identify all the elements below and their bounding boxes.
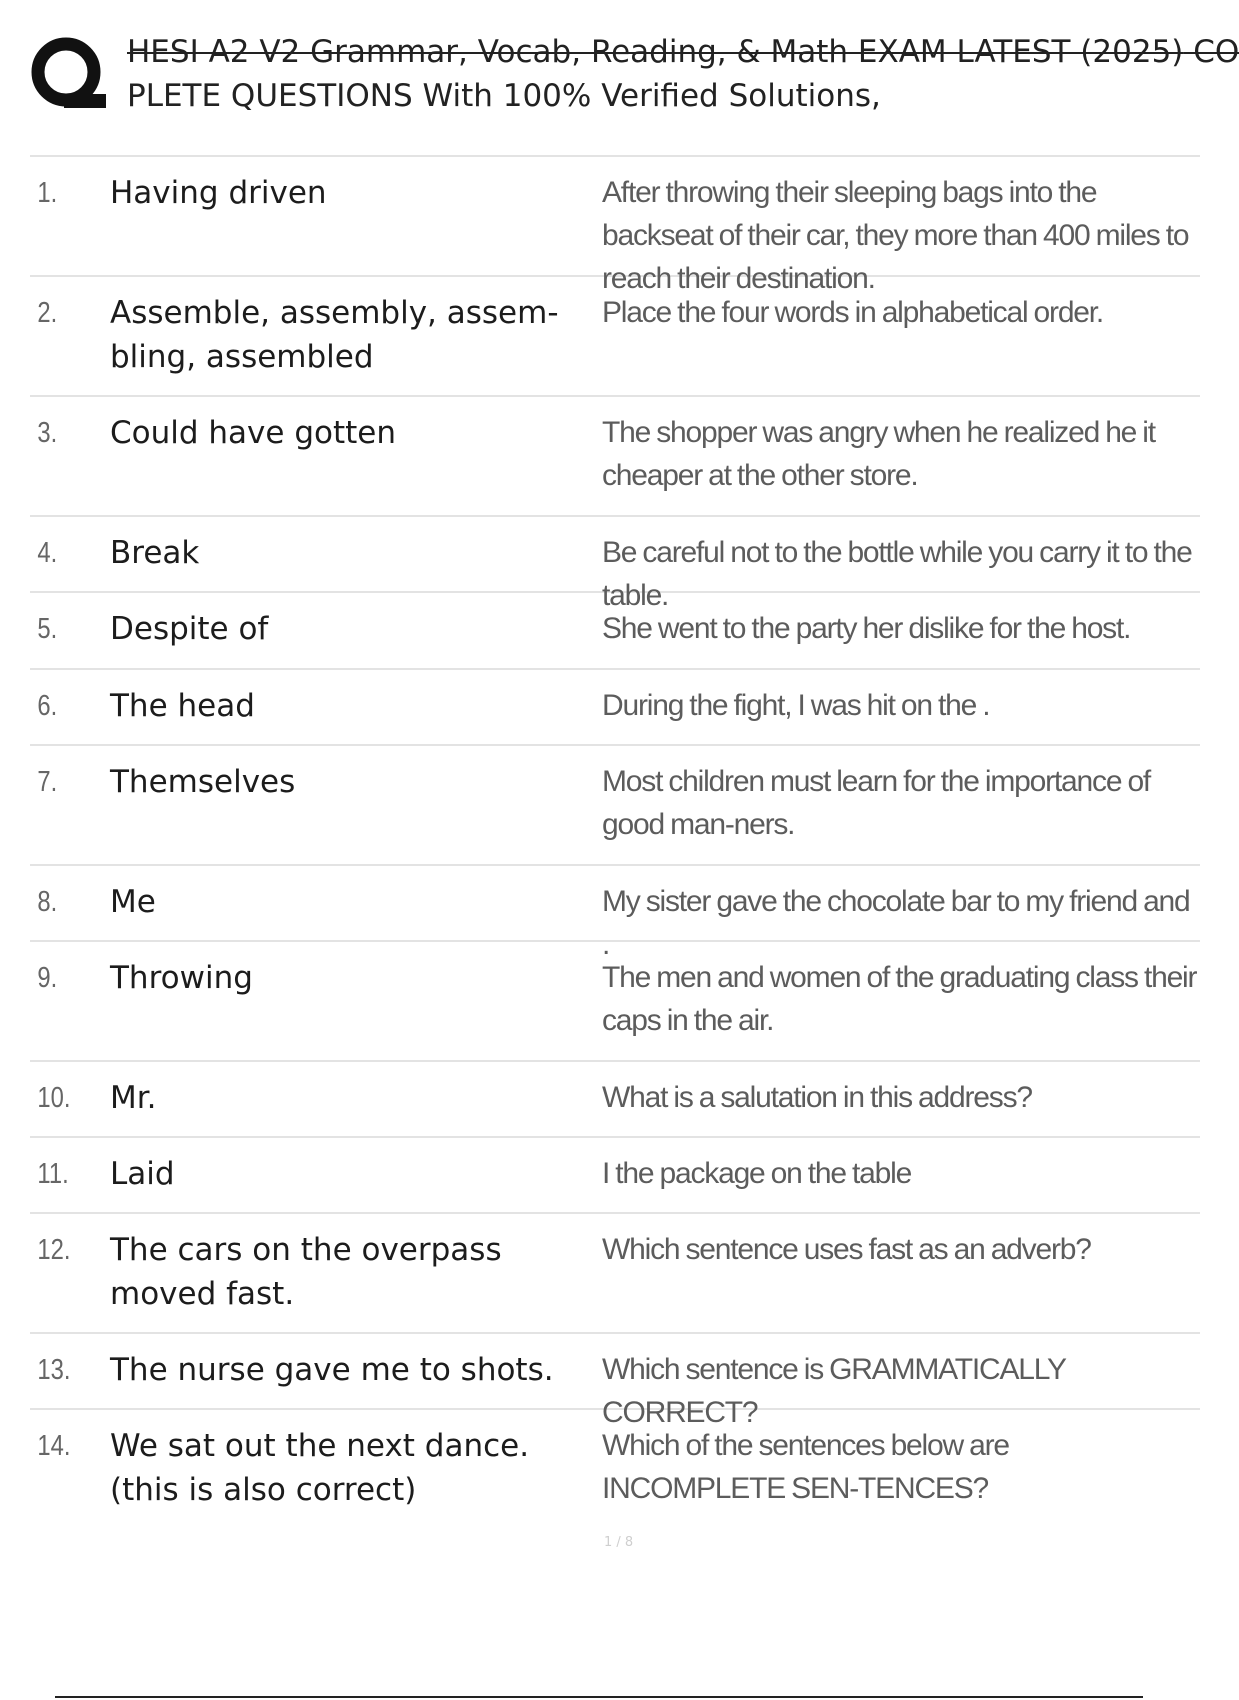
- row-term: The head: [110, 688, 255, 724]
- row-term: We sat out the next dance. (this is also correct): [110, 1428, 530, 1508]
- row-definition: She went to the party her dislike for the host.: [602, 612, 1131, 645]
- row-number: 2.: [37, 297, 58, 329]
- row-definition: Place the four words in alphabetical order.: [602, 296, 1104, 329]
- table-row: [30, 1062, 1200, 1138]
- table-row: [30, 1138, 1200, 1214]
- table-row: [30, 1214, 1200, 1334]
- table-row: [30, 942, 1200, 1062]
- row-number: 4.: [37, 537, 58, 569]
- row-term: The nurse gave me to shots.: [110, 1352, 554, 1388]
- row-term: The cars on the overpass moved fast.: [110, 1232, 502, 1312]
- table-row: [30, 277, 1200, 397]
- row-term: Throwing: [110, 960, 253, 996]
- row-definition: What is a salutation in this address?: [602, 1081, 1032, 1114]
- row-number: 10.: [37, 1082, 71, 1114]
- row-number: 7.: [37, 766, 58, 798]
- row-definition: Which of the sentences below are INCOMPLETE SEN-TENCES?: [602, 1429, 1009, 1505]
- row-number: 5.: [37, 613, 58, 645]
- row-term: Having driven: [110, 175, 327, 211]
- table-row: [30, 670, 1200, 746]
- qa-table: [30, 155, 1200, 1520]
- page-indicator: 1 / 8: [604, 1535, 634, 1550]
- row-term: Themselves: [110, 764, 296, 800]
- table-row: [30, 1410, 1200, 1520]
- table-row: [30, 517, 1200, 612]
- row-number: 14.: [37, 1430, 71, 1462]
- row-definition: Most children must learn for the importance of good man-ners.: [602, 765, 1151, 841]
- title-line-1-tail: CO: [1183, 34, 1239, 70]
- row-term: Despite of: [110, 611, 269, 647]
- row-number: 3.: [37, 417, 58, 449]
- row-definition: I the package on the table: [602, 1157, 912, 1190]
- row-number: 12.: [37, 1234, 71, 1266]
- table-row: [30, 866, 1200, 961]
- title-line-2: PLETE QUESTIONS With 100% Verified Solutions,: [127, 78, 881, 114]
- row-number: 9.: [37, 962, 58, 994]
- row-term: Break: [110, 535, 200, 571]
- row-number: 11.: [37, 1158, 69, 1190]
- row-term: Assemble, assembly, assem-bling, assembled: [110, 295, 559, 375]
- bottom-divider: [55, 1696, 1143, 1698]
- row-definition: Be careful not to the bottle while you carry it to the table.: [602, 536, 1192, 612]
- table-row: [30, 746, 1200, 866]
- row-number: 6.: [37, 690, 58, 722]
- title-line-1: [127, 30, 1239, 74]
- row-definition: Which sentence is GRAMMATICALLY CORRECT?: [602, 1353, 1066, 1429]
- row-definition: After throwing their sleeping bags into the backseat of their car, they more than 400 miles to reach their destination.: [602, 176, 1189, 295]
- row-number: 8.: [37, 886, 58, 918]
- row-term: Mr.: [110, 1080, 157, 1116]
- table-row: [30, 397, 1200, 517]
- row-term: Me: [110, 884, 156, 920]
- row-definition: The shopper was angry when he realized he it cheaper at the other store.: [602, 416, 1155, 492]
- row-number: 1.: [37, 177, 58, 209]
- table-row: [30, 157, 1200, 295]
- document-title: [127, 30, 1239, 118]
- title-line-1-text: HESI A2 V2 Grammar, Vocab, Reading, & Math EXAM LATEST (2025): [127, 34, 1184, 70]
- row-definition: The men and women of the graduating class their caps in the air.: [602, 961, 1197, 1037]
- table-row: [30, 1334, 1200, 1429]
- row-definition: My sister gave the chocolate bar to my friend and .: [602, 885, 1190, 961]
- row-term: Laid: [110, 1156, 175, 1192]
- row-definition: During the fight, I was hit on the .: [602, 689, 990, 722]
- row-term: Could have gotten: [110, 415, 396, 451]
- row-number: 13.: [37, 1354, 71, 1386]
- row-definition: Which sentence uses fast as an adverb?: [602, 1233, 1091, 1266]
- q-logo-icon: [30, 34, 106, 116]
